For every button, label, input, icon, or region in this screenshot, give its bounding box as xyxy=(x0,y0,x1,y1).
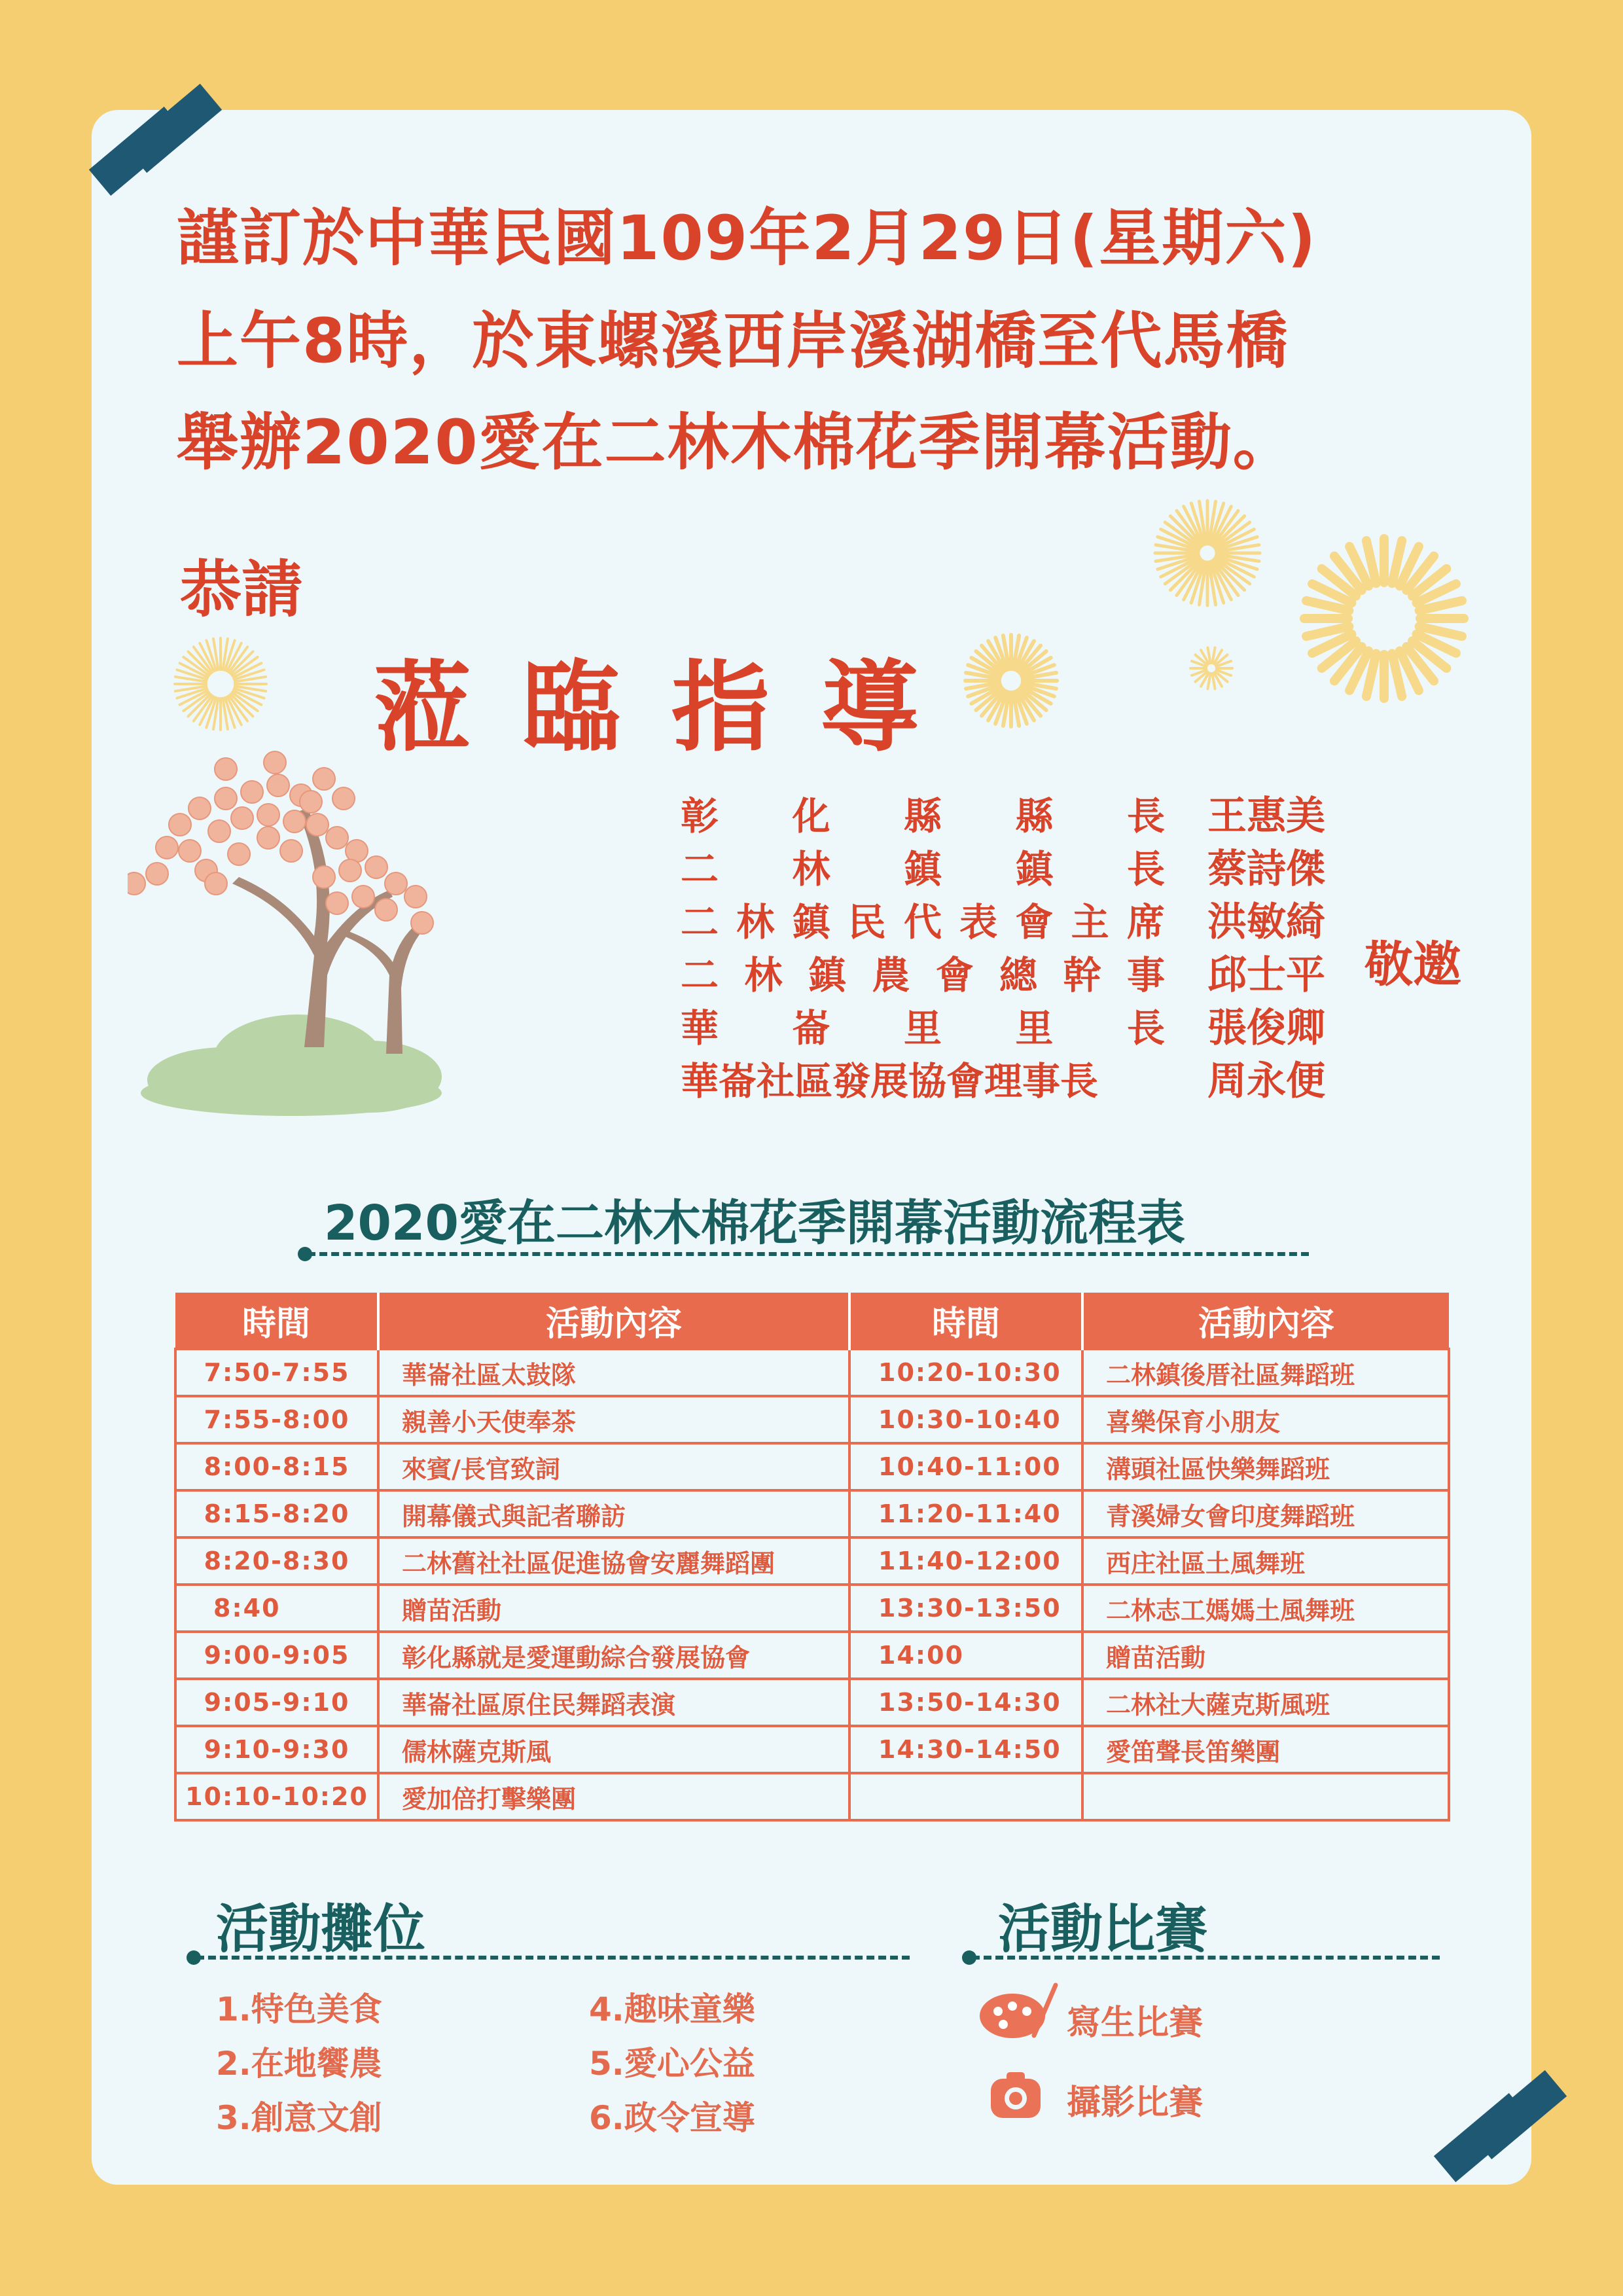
blossom xyxy=(300,791,322,813)
guest-title: 華崙社區發展協會理事長 xyxy=(681,1059,1099,1103)
activity-cell: 二林鎮後厝社區舞蹈班 xyxy=(1082,1349,1449,1396)
blossom xyxy=(313,768,335,790)
time-cell: 9:05-9:10 xyxy=(175,1679,378,1726)
activity-cell: 二林社大薩克斯風班 xyxy=(1082,1679,1449,1726)
time-cell: 13:50-14:30 xyxy=(849,1679,1082,1726)
schedule-title: 2020愛在二林木棉花季開幕活動流程表 xyxy=(324,1195,1185,1251)
time-cell: 7:50-7:55 xyxy=(175,1349,378,1396)
blossom xyxy=(404,886,427,908)
stall-item: 3.創意文創 xyxy=(216,2099,382,2137)
guest-name: 周永便 xyxy=(1207,1058,1325,1104)
table-header-row xyxy=(175,1293,1449,1349)
activity-cell: 贈苗活動 xyxy=(1082,1632,1449,1679)
blossom xyxy=(264,751,286,774)
time-cell: 11:40-12:00 xyxy=(849,1537,1082,1585)
activity-cell: 西庄社區土風舞班 xyxy=(1082,1537,1449,1585)
time-cell: 9:00-9:05 xyxy=(175,1632,378,1679)
time-cell: 10:30-10:40 xyxy=(849,1396,1082,1443)
schedule-table xyxy=(174,1293,1450,1821)
blossom xyxy=(146,863,168,885)
table-row xyxy=(175,1585,1449,1632)
camera-icon xyxy=(990,2070,1042,2121)
time-cell: 9:10-9:30 xyxy=(175,1726,378,1773)
table-row xyxy=(175,1773,1449,1820)
invitation-line-2: 上午8時，於東螺溪西岸溪湖橋至代馬橋 xyxy=(177,306,1289,377)
time-cell: 7:55-8:00 xyxy=(175,1396,378,1443)
blossom xyxy=(231,807,253,829)
blossom xyxy=(267,774,289,797)
guest-title: 華 崙 里 里 長 xyxy=(681,1006,1165,1050)
activity-cell: 喜樂保育小朋友 xyxy=(1082,1396,1449,1443)
blossom xyxy=(257,827,279,849)
time-cell: 10:40-11:00 xyxy=(849,1443,1082,1490)
time-cell: 8:00-8:15 xyxy=(175,1443,378,1490)
competitions-title: 活動比賽 xyxy=(998,1899,1207,1960)
table-row xyxy=(175,1349,1449,1396)
time-cell: 8:20-8:30 xyxy=(175,1537,378,1585)
blossom xyxy=(352,886,374,908)
blossom xyxy=(128,872,145,895)
blossom xyxy=(156,836,178,859)
time-cell xyxy=(849,1773,1082,1820)
activity-cell: 彰化縣就是愛運動綜合發展協會 xyxy=(378,1632,849,1679)
activity-cell: 親善小天使奉茶 xyxy=(378,1396,849,1443)
gongqing-label: 恭請 xyxy=(180,554,304,626)
activity-cell: 來賓/長官致詞 xyxy=(378,1443,849,1490)
table-row xyxy=(175,1443,1449,1490)
table-row xyxy=(175,1679,1449,1726)
blossom xyxy=(411,912,433,934)
activity-cell xyxy=(1082,1773,1449,1820)
firework-icon xyxy=(1188,645,1235,692)
activity-cell: 華崙社區太鼓隊 xyxy=(378,1349,849,1396)
stalls-divider xyxy=(196,1956,910,1960)
guest-title: 二 林 鎮 民 代 表 會 主 席 xyxy=(681,900,1165,944)
blossom xyxy=(215,787,237,810)
guest-title: 二 林 鎮 鎮 長 xyxy=(681,847,1165,891)
time-cell: 11:20-11:40 xyxy=(849,1490,1082,1537)
stall-item: 2.在地饗農 xyxy=(216,2045,382,2083)
activity-cell: 儒林薩克斯風 xyxy=(378,1726,849,1773)
table-row xyxy=(175,1726,1449,1773)
stall-item: 4.趣味童樂 xyxy=(589,1990,755,2028)
firework-icon xyxy=(1299,533,1469,704)
time-cell: 14:00 xyxy=(849,1632,1082,1679)
guest-title: 二 林 鎮 農 會 總 幹 事 xyxy=(681,953,1165,997)
stall-item: 6.政令宣導 xyxy=(589,2099,755,2137)
blossom xyxy=(228,843,250,865)
blossom xyxy=(385,872,407,895)
header-time: 時間 xyxy=(175,1293,378,1349)
blossom xyxy=(241,781,263,803)
guest-name: 洪敏綺 xyxy=(1207,899,1325,945)
title-divider xyxy=(308,1252,1309,1256)
blossom xyxy=(215,758,237,780)
time-cell: 13:30-13:50 xyxy=(849,1585,1082,1632)
lin-zhi-dao-heading: 蒞臨指導 xyxy=(373,651,971,765)
table-row xyxy=(175,1537,1449,1585)
time-cell: 10:20-10:30 xyxy=(849,1349,1082,1396)
blossom xyxy=(332,787,355,810)
header-time: 時間 xyxy=(849,1293,1082,1349)
activity-cell: 愛加倍打擊樂團 xyxy=(378,1773,849,1820)
guest-name: 邱士平 xyxy=(1207,952,1325,998)
header-activity: 活動內容 xyxy=(1082,1293,1449,1349)
activity-cell: 青溪婦女會印度舞蹈班 xyxy=(1082,1490,1449,1537)
firework-icon xyxy=(1152,497,1263,609)
blossom xyxy=(283,810,306,833)
guest-title: 彰 化 縣 縣 長 xyxy=(681,794,1165,838)
time-cell: 10:10-10:20 xyxy=(175,1773,378,1820)
header-activity: 活動內容 xyxy=(378,1293,849,1349)
activity-cell: 開幕儀式與記者聯訪 xyxy=(378,1490,849,1537)
blossom xyxy=(280,840,302,862)
kapok-tree-illustration xyxy=(128,740,520,1119)
table-row xyxy=(175,1490,1449,1537)
activity-cell: 贈苗活動 xyxy=(378,1585,849,1632)
blossom xyxy=(326,827,348,849)
invitation-line-3: 舉辦2020愛在二林木棉花季開幕活動。 xyxy=(177,407,1296,478)
stall-item: 5.愛心公益 xyxy=(589,2045,755,2083)
guest-name: 王惠美 xyxy=(1207,793,1325,839)
time-cell: 8:40 xyxy=(175,1585,378,1632)
competitions-divider xyxy=(972,1956,1440,1960)
blossom xyxy=(179,840,201,862)
guest-name: 蔡詩傑 xyxy=(1207,846,1325,892)
blossom xyxy=(365,856,387,878)
activity-cell: 華崙社區原住民舞蹈表演 xyxy=(378,1679,849,1726)
time-cell: 8:15-8:20 xyxy=(175,1490,378,1537)
stalls-title: 活動攤位 xyxy=(216,1899,425,1960)
blossom xyxy=(169,814,191,836)
blossom xyxy=(326,892,348,914)
activity-cell: 二林舊社社區促進協會安麗舞蹈團 xyxy=(378,1537,849,1585)
competition-item: 攝影比賽 xyxy=(1067,2083,1204,2123)
firework-icon xyxy=(171,635,270,733)
activity-cell: 愛笛聲長笛樂團 xyxy=(1082,1726,1449,1773)
blossom xyxy=(306,814,329,836)
table-row xyxy=(175,1396,1449,1443)
blossom xyxy=(346,840,368,862)
firework-icon xyxy=(962,632,1060,730)
blossom xyxy=(188,797,211,819)
jingyao-label: 敬邀 xyxy=(1364,937,1461,993)
activity-cell: 溝頭社區快樂舞蹈班 xyxy=(1082,1443,1449,1490)
blossom xyxy=(205,872,227,895)
activity-cell: 二林志工媽媽土風舞班 xyxy=(1082,1585,1449,1632)
blossom xyxy=(257,804,279,826)
guest-name: 張俊卿 xyxy=(1207,1005,1325,1051)
blossom xyxy=(208,820,230,842)
stall-item: 1.特色美食 xyxy=(216,1990,382,2028)
blossom xyxy=(375,899,397,921)
invitation-line-1: 謹訂於中華民國109年2月29日(星期六) xyxy=(177,203,1317,274)
palette-icon xyxy=(978,1980,1060,2042)
blossom xyxy=(339,859,361,882)
time-cell: 14:30-14:50 xyxy=(849,1726,1082,1773)
blossom xyxy=(313,866,335,888)
competition-item: 寫生比賽 xyxy=(1067,2003,1204,2043)
table-row xyxy=(175,1632,1449,1679)
